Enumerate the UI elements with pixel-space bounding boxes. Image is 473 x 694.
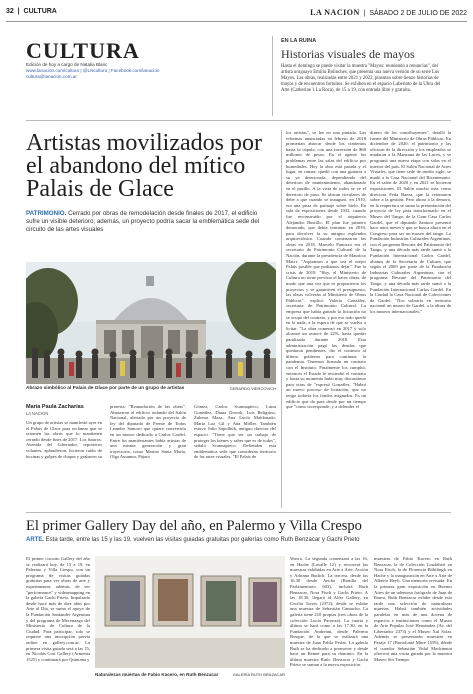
section-credits: [26, 62, 266, 80]
gallery-photo: [95, 556, 285, 668]
section-title: CULTURA: [26, 38, 140, 63]
main-col-2: protesta: "Reanudación de las obras". Abrazaron al edificio rodando del Salón Nacional, alertado por un proyecto de ley del diputado de Frente de Todos Leandro Santoro que quiere convertirlo en un museo dedicado a Carlos Gardel. Entre los manifestantes había artistas de una misma generación y gran trayectoria, como Marino Santa María, Olga Autunno, Pájaro: [110, 404, 186, 460]
page-header: [6, 6, 467, 22]
byline-source: LA NACION: [26, 411, 49, 416]
main-caption-text: Abrazo simbólico al Palais de Glace por parte de un grupo de artistas: [26, 386, 185, 391]
page-number: 32: [6, 8, 14, 15]
main-subhead-text: Cerrado por obras de remodelación desde finales de 2017, el edificio sufre un visible deterioro; además, un proyecto podría sacar la emblemática sede del circuito de las artes visuales: [26, 210, 260, 233]
main-photo-caption: [26, 386, 276, 391]
main-col-6: dinero de los contribuyentes", detalló la fuente del Ministerio de Obras Públicas. En diciembre de 2020, el patrimonio y las oficinas de la dirección y los empleados se mudaron a la Manzana de las Luces, y se programó una nueva etapa con salas en el interior del país. El Salón Nacional de Artes Visuales, que tiene sede de medio siglo, se mudó a la Casa Nacional del Bicentenario. En el salón de 2020 y en 2021 se hicieron exposiciones. El Salón mucho más como directora Feda Baeza, que la retomaron sobre a la gestión. Pero ahora a la demora, en la reapertura se suma la presentación del proyecto de ley para transformarlo en el Museo del Tango, de la Gran Casa Carlos Gardel, que el diputado Santoro presentó hace unos meses y que se busca ahora en el Congreso para ser un museo del tango. La Fundación Industrias Culturales Argentinas, con el programa Rescate del Patrimonio del Tango, y una década más tarde sumó a la Fundación Internacional Carlos Gardel, alianza de la Secretaría de Cultura, que según el 2009 por parte de la Fundación Industrias Culturales Argentinas, con el programa Rescate del Patrimonio del Tango, y una década más tarde sumó a la Fundación Internacional Carlos Gardel. En la Ciudad la Casa Nacional de Colecciones de Gardel. "Nos sobraría en territorio nacional un museo de Gardel, a la altura de los museos internacionales.": [370, 130, 451, 314]
main-col-1: Un grupo de artistas se manifestó ayer en el Palais de Glace para reclamar que se retomen las obras que lo mantienen cerrado desde fines de 2017. Los futuros: Avenida del Libertador, reporteros volantes, aplaudieron, hicieron ruido de bocinas y golpes de chapas y grabaron su: [26, 420, 102, 459]
masthead-date: LA NACION | SÁBADO 2 DE JULIO DE 2022: [310, 8, 467, 17]
gallery-col-3: muestras de Fabio Kacero en Ruth Benzacar, la de Colección Loudaheri en Nora Fisch, la de Florencia Böhtlingk en Hache y la inauguración en Arte x Arte de Alberto Heyli. Una memoria revisada. En la primera gran exposición en Buenos Aires de un talentoso fotógrafo de Juan de Ibarra, Ruth Benzacar exhibe desde esta tarde una selección de naturalezas muertas. Habrá también actividades paralelas en más de una docena de espacios e instituciones como el Museo de Arte Popular José Hernández (Av. del Libertador 2373) y el Museo Xul Solar. Además se presentarán muestras en Pasaje 17 (Bartolomé Mitre 1559), dónde el curador Sebastián Vidal Mackinnon ofrecerá una visita guiada por la muestra Museo Sin Tiempo.: [374, 556, 452, 662]
gallery-col-1: El primer circuito Gallery del año se realizará hoy, de 15 a 19, en Palermo y Villa Crespo, con un programa de visitas guiadas gratuitas para ver obras de arte y experimentar, además, de ver "performance" y videomapping en la galería Gachi Prieto. Impulsado desde hace más de diez años por Arte al Día, se suma el apoyo de la Fundación Santander Argentina y del programa de Mecenazgo del Ministerio de Cultura de la Ciudad. Para participar, solo se requiere una inscripción previa online en gallery.com.ar. La primera visita guiada será a las 15, en Nicolás Cori Gallery (Armenia 1525) y continuará por Quintana y: [26, 556, 90, 662]
palais-illustration: [26, 262, 276, 384]
gallery-col-2: Wasco. La segunda comenzará a las 16, en Hache (Lavalle 12) y recorrerá las muestras exhibidas en Arte x Arte, Acción y Adriana Budich. La tercera, desde las 16.30 desde Ancha (Bonilla del Parlamentario 603), incluirá Ruth Benzacar, Nora Fisch y Gachi Prieto. A las 18.30, llegará al Alfer Gallery, en Cecilia Torres (2372); desde se exhibe una muestra de Sebastián Cantucho. La galería tiene 210 propias (tres obras de la colección Lucía Pacenza). La cuarta y última se hará como a las 17.30, en la Fundación Andreani, desde Palermo Bosque, de la que se realizará una muestra de Juan Pablo Ferlat. La galería Ruth se ha dedicado a promover y desde hace un Renné para su dominio. En la última muestra Ruth. Benzacar y Gachi Prieto se suman a la nueva exposición.: [290, 556, 368, 668]
section-tag: CULTURA: [23, 8, 57, 15]
main-col-3: Gómez, Carlos Scannapieco, Luisa González, Diana Dowek, Luis Beligrino, Zulema Maza, Ana Lucía Maldonado, María Luz Gil y Ana Möller. También estuvo Julio Sapollnik, antiguo director del espacio. "Tiene que ser un trabajo de proteger los bienes y saber que es de todos", señaló Scannapieco. Defienden esta emblemática sede que consideran territorio de las artes visuales. "El Palais de: [194, 404, 276, 460]
gallery-subhead: [26, 537, 466, 543]
section-divider: [26, 120, 451, 121]
palais-photo: [26, 262, 276, 384]
section-divider: [26, 512, 451, 513]
column-divider: [281, 130, 282, 508]
main-col-5-flow: "Hoy, el Ministerio de Cultura no tiene previsto el hacer obras, de modo que una vez que se propusieron los proyectos y se garanticen el presupuesto, las obras volverán al Ministerio de Obras Públicas", explicó Valeria González, secretaria de Patrimonio Cultural. La empresa que había ganado la licitación no se ocupó del contrato, y por eso todo quedó en la nada, a la espera de que se vuelva a licitar. "La obra comenzó en 2017 y solo alcanzó un avance de 22%, hasta quedar paralizada durante 2018. Esta administración pagó las deudas que quedaron pendientes, dio el contexto al último gobierno para continuar la pandemia. Tenemos firmado un contrato con el Instituto. Finalmente los cumplió, entonces el Estado le rescindió el contrato y hasta su momento hubo muy discontinuo para otras de "expresó González. "Habrá un nuevo proceso de licitación, que no tengo todavía los fondos asignados. Es un edificio que da para desde por un tiempo que "como corresponde, y a defender el: [286, 269, 366, 410]
masthead: LA NACION: [310, 8, 360, 17]
gallery-tag: ARTE.: [26, 537, 44, 543]
issue-date: SÁBADO 2 DE JULIO DE 2022: [369, 10, 467, 17]
credits-editor: Edición de hoy a cargo de Natalia Blanc: [26, 62, 108, 67]
gallery-photo-caption: [95, 672, 285, 677]
main-col-4: los artistas", se lee en una pintada. Las reformas anunciadas en febrero de 2018 prometían abarcar desde los cimientos hasta la cúpula, con una inversión de $60 millones de pesos. En el agente los problemas entre las salas del edificio por humedades. Hoy la obra está parada y el lugar, en ruinas: quedó con una guitarra a su ya deteriorada, dependiendo del deterioro de mantenimiento, abandonado en el pasillo. A la vista de todos se ve el deterioro de paso. Se ubican circulares de debe a que cuando se inauguró, en 1910, era una pista de patinaje sobre hielo. En sala de exposiciones desde 1932, cuando fue reconstruido por el arquitecto Alejandro Bustillo. El plan fue primero demorado, que debía terminar en 2019, para devolver la su antiguo esplendor arquitectónico. Cuando comenzaron las obras en 2018, Marcelo Panozzo era el secretario de Patrimonio Cultural de la Nación, durante la presidencia de Mauricio Macri: "Aspiramos a que sea el mejor Palais posible que podíamos dejar". Fue la crisis de 2019. "Hoy, el Ministerio de Cultura no tiene previsto el hacer obras, de modo que una vez que se propusieron los proyectos y se garanticen el presupuesto, las obras volverán al Ministerio de Obras Públicas", explicó Valeria González, secretaria de Patrimonio Cultural. La empresa que había ganado la licitación no se ocupó del contrato, y por eso todo quedó en la nada, a la espera de que se vuelva a licitar. "La obra comenzó en 2017 y solo alcanzó un avance de 22%, hasta quedar paralizada durante 2018. Esta administración pagó las deudas que quedaron pendientes, dio el contexto al último gobierno para continuar la pandemia. Tenemos firmado un contrato con el Instituto. Finalmente los cumplió, entonces el Estado le rescindió el contrato y hasta su momento hubo muy discontinuo para otras de "expresó González. "Habrá un nuevo proceso de licitación, que no tengo todavía los fondos asignados. Es un edificio que da para desde por un tiempo que "como corresponde, y a defender el: [286, 130, 366, 410]
main-story-tag: PATRIMONIO.: [26, 210, 67, 217]
main-photo-credit: GERARDO VIERCOVICH: [229, 386, 276, 391]
main-subhead: [26, 210, 266, 234]
credits-links[interactable]: www.lanacion.com/cultura | @LNcultura | Facebook.com/lanacion: [26, 68, 160, 73]
column-divider: [272, 36, 273, 116]
credits-email[interactable]: cultura@lanacion.com.ar: [26, 74, 77, 79]
main-headline: Artistas movilizados por el abandono del mítico Palais de Glace: [26, 130, 262, 202]
side-story-body: Hasta el domingo se puede visitar la muestra "Mayos: reuniendo a renuncias", del artista uruguayo Emilio Bolinches, que presenta una nueva versión de su serie Los Mayos. Las obras, realizadas entre 2021 y 2022, plasman sobre lienzo historias de mayos y de encuentros fortuitos. Se exhiben en el espacio Laberinto de la Ultra del Arte (Catherine 1 La Roca), de 15 a 19, con entrada libre y gratuita.: [281, 64, 441, 93]
gallery-subhead-text: Esta tarde, entre las 15 y las 19, vuelven las visitas guiadas gratuitas por galerías como Ruth Benzacar y Gachi Prieto: [45, 537, 360, 543]
side-story-kicker: EN LA RUINA: [281, 38, 317, 44]
byline: María Paula Zacharías: [26, 404, 84, 410]
side-story-title: Historias visuales de mayos: [281, 47, 415, 61]
page-number-section: 32 | CULTURA: [6, 8, 57, 15]
gallery-headline: El primer Gallery Day del año, en Palermo y Villa Crespo: [26, 518, 362, 534]
still-life-illustration: [95, 556, 285, 668]
gallery-photo-credit: GALERÍA RUTH BENZACAR: [232, 672, 285, 677]
gallery-caption-text: Naturalezas muertas de Fabio Kacero, en Ruth Benzacar: [95, 672, 219, 677]
